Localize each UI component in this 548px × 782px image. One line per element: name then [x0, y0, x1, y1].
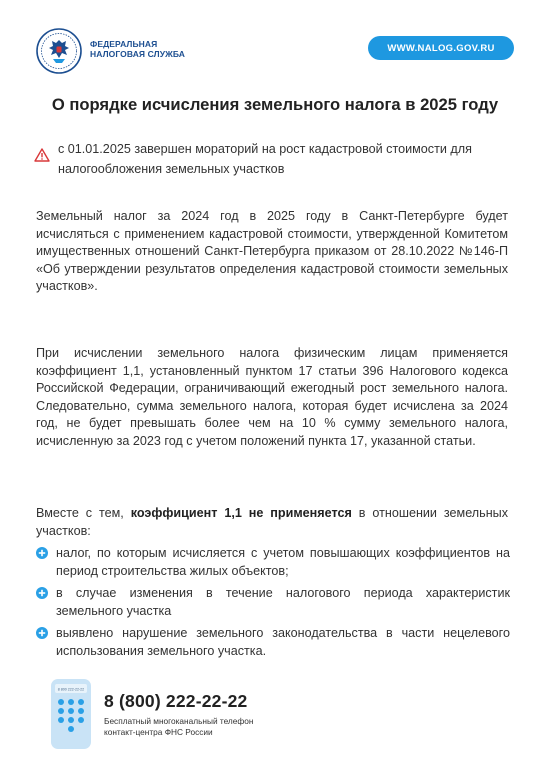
exceptions-intro-bold: коэффициент 1,1 не применяется: [130, 506, 352, 520]
paragraph-coefficient: При исчислении земельного налога физическим лицам применяется коэффициент 1,1, установленный пунктом 17 статьи 396 Налогового кодекса Российской Федерации, ограничивающий ежегодный рост земельного налога. Следовательно, сумма земельного налога, которая будет исчислена за 2024 год, не будет превышать более чем на 10 % сумму земельного налога, исчисленную за 2023 год с учетом положений пункта 17, указанной статьи.: [36, 346, 508, 448]
list-item: [36, 545, 510, 580]
exceptions-intro-after: в отношении земельных участков:: [36, 506, 508, 538]
list-item: [36, 625, 510, 660]
exceptions-intro: [36, 505, 508, 540]
paragraph-cadastral-value: Земельный налог за 2024 год в 2025 году в Санкт-Петербурге будет исчисляться с применением кадастровой стоимости, утвержденной Комитетом имущественных отношений Санкт-Петербурга приказом от 28.10.2022 №146-П «Об утверждении результатов определения кадастровой стоимости земельных участков».: [36, 209, 508, 293]
list-item-text: налог, по которым исчисляется с учетом повышающих коэффициентов на период строительства жилых объектов;: [56, 546, 510, 578]
plus-circle-icon: [36, 587, 48, 599]
list-item: [36, 585, 510, 620]
moratorium-notice: с 01.01.2025 завершен мораторий на рост кадастровой стоимости для налогообложения земельных участков: [58, 142, 472, 176]
hotline-caption-line1: Бесплатный многоканальный телефон: [104, 716, 254, 726]
fns-emblem-icon: [36, 28, 82, 74]
phone-icon: [50, 678, 92, 750]
website-link[interactable]: WWW.NALOG.GOV.RU: [368, 36, 514, 60]
list-item-text: в случае изменения в течение налогового периода характеристик земельного участка: [56, 586, 510, 618]
phone-screen-text: 8 800 222-22-22: [57, 687, 85, 692]
warning-triangle-icon: [34, 148, 50, 162]
hotline-caption: [104, 716, 324, 738]
agency-name-line2: НАЛОГОВАЯ СЛУЖБА: [90, 49, 185, 59]
exceptions-list: [36, 545, 510, 665]
agency-name: [90, 39, 185, 59]
plus-circle-icon: [36, 547, 48, 559]
hotline-number[interactable]: 8 (800) 222-22-22: [104, 691, 248, 711]
list-item-text: выявлено нарушение земельного законодательства в части нецелевого использования земельного участка.: [56, 626, 510, 658]
plus-circle-icon: [36, 627, 48, 639]
agency-name-line1: ФЕДЕРАЛЬНАЯ: [90, 39, 158, 49]
hotline-caption-line2: контакт-центра ФНС России: [104, 727, 213, 737]
exceptions-intro-before: Вместе с тем,: [36, 506, 131, 520]
page-title: О порядке исчисления земельного налога в 2025 году: [51, 95, 499, 114]
